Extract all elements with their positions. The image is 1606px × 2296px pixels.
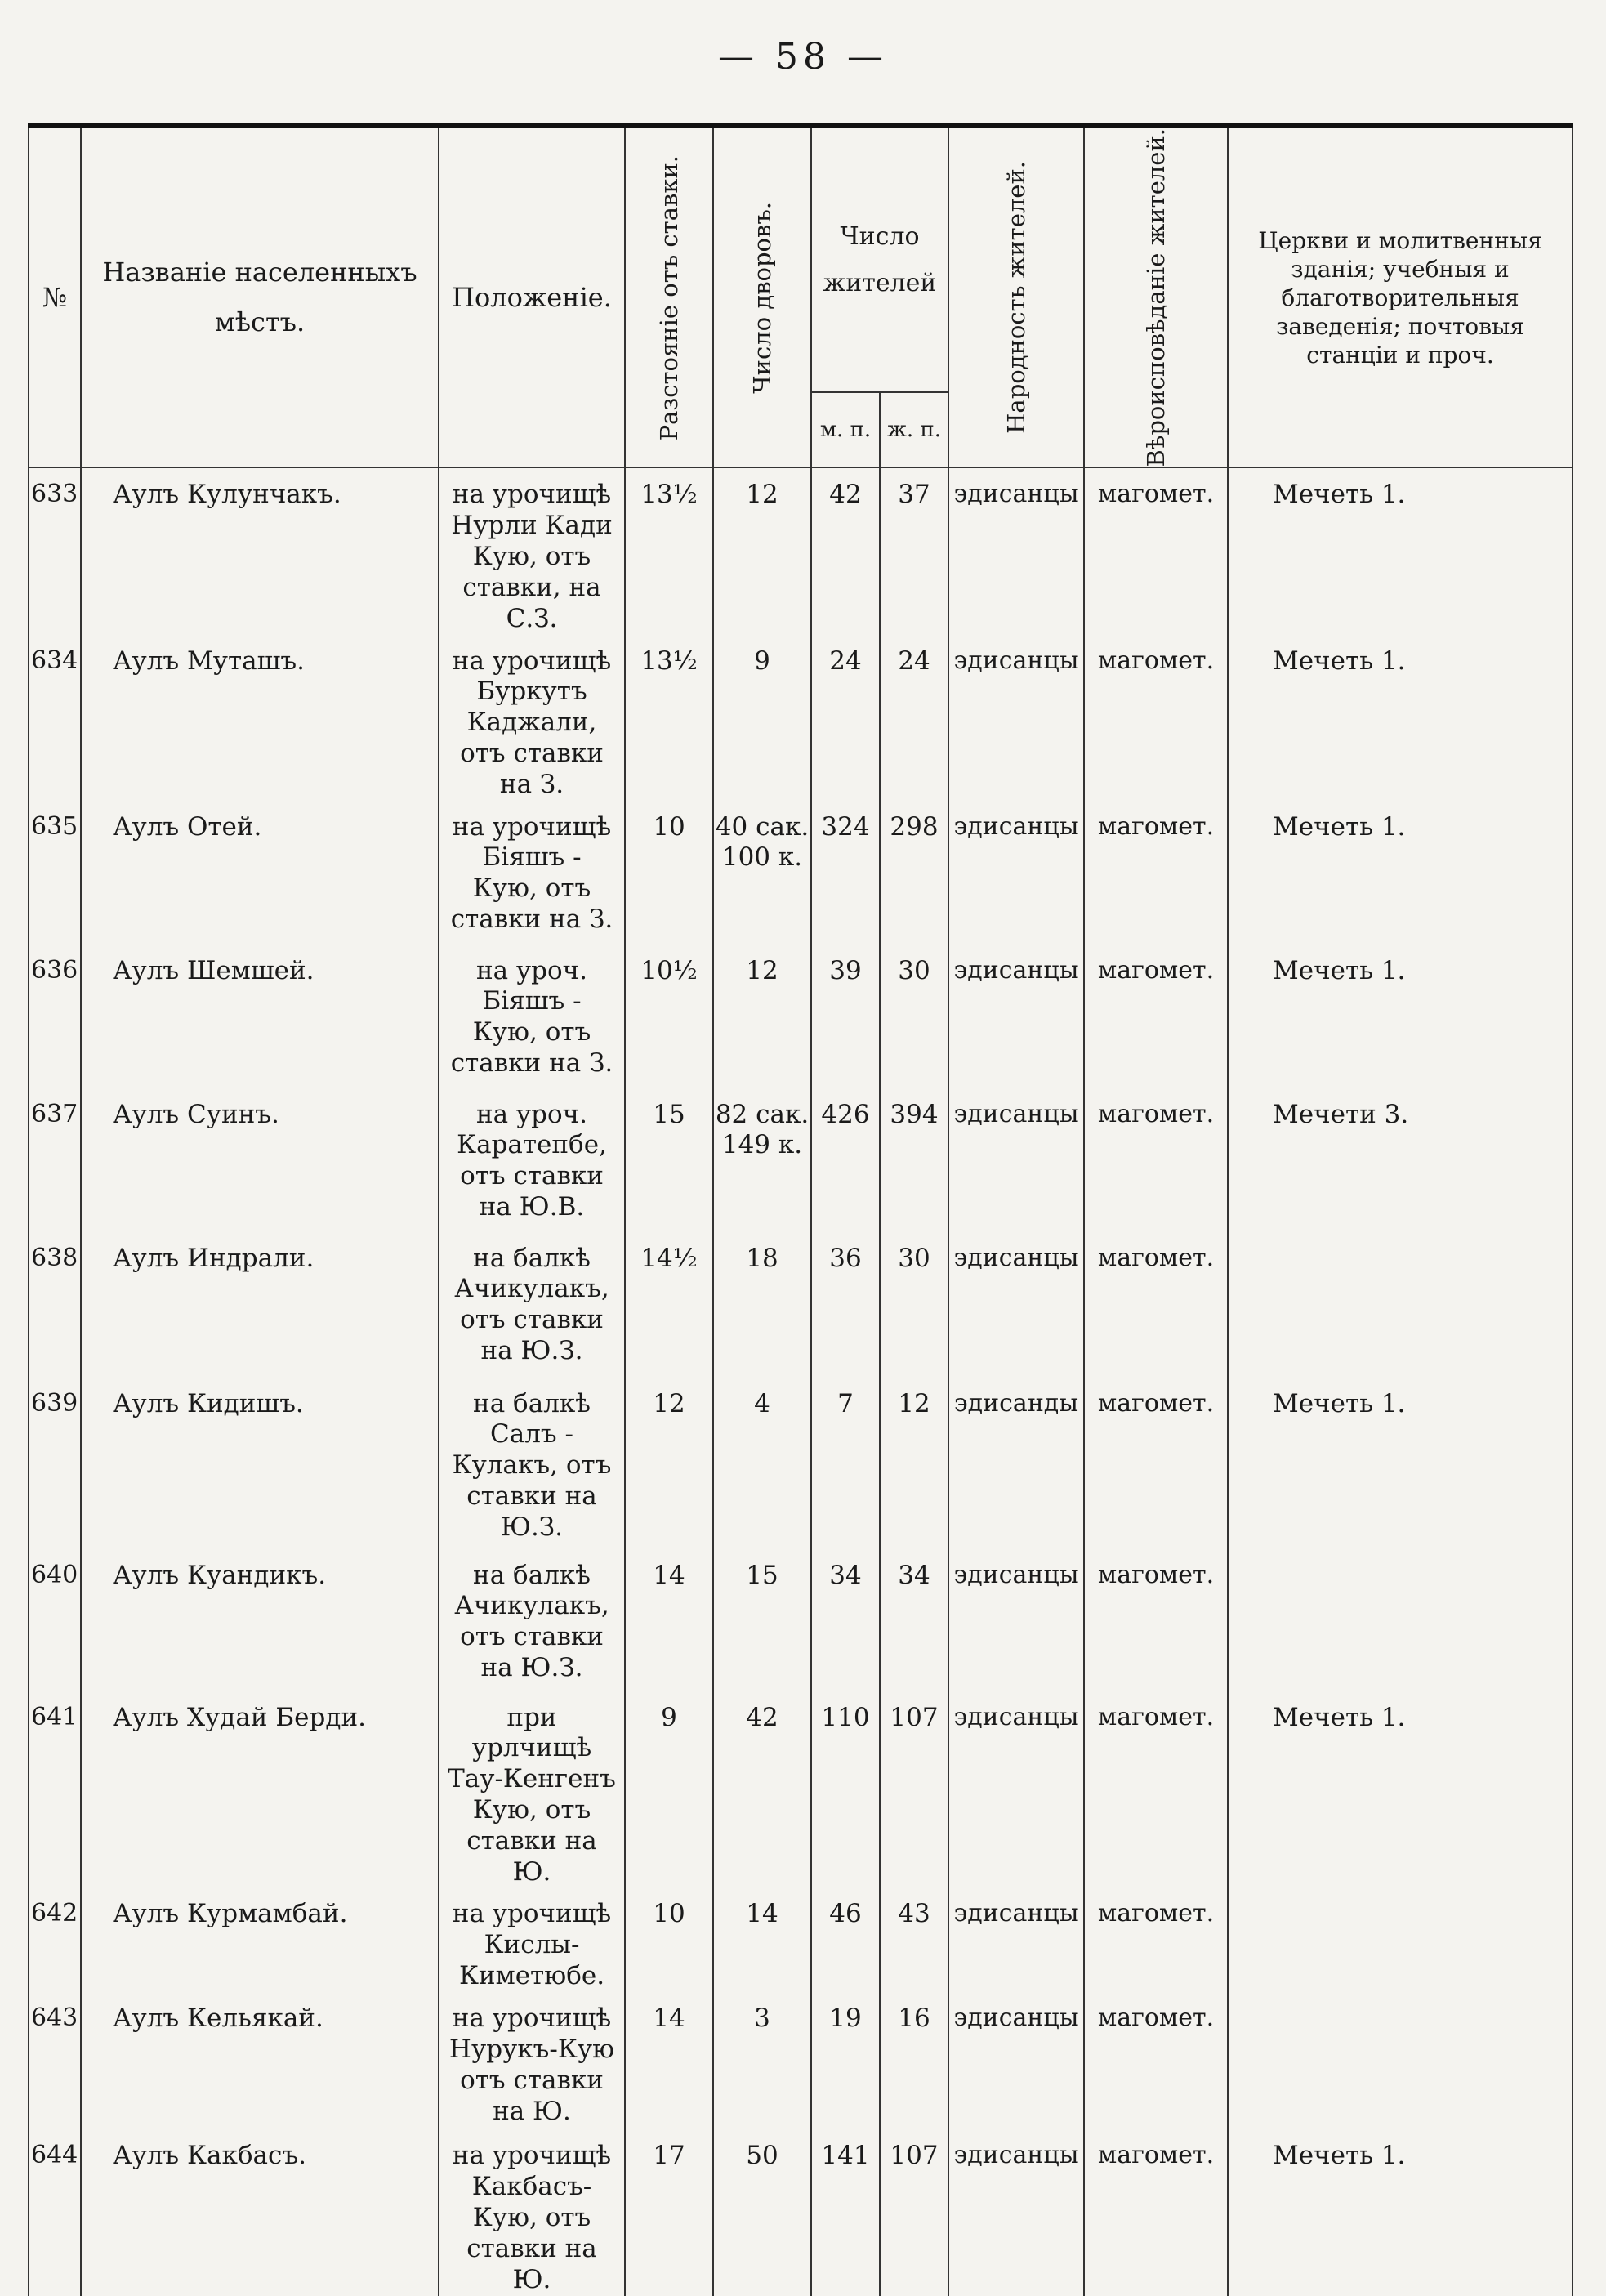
table-row xyxy=(29,2129,1573,2295)
header-distance: Разстояніе отъ ставки. xyxy=(654,154,683,440)
row-distance: 10½ xyxy=(625,945,713,1088)
row-male: 324 xyxy=(811,801,880,945)
row-churches: Мечеть 1. xyxy=(1228,2129,1573,2295)
row-female: 30 xyxy=(880,1232,948,1378)
row-nationality: эдисанцы xyxy=(948,1549,1084,1691)
table-row xyxy=(29,1088,1573,1232)
row-name: Аулъ Куандикъ. xyxy=(81,1549,439,1691)
row-male: 110 xyxy=(811,1691,880,1888)
row-nationality: эдисанцы xyxy=(948,635,1084,801)
row-number: 643 xyxy=(29,1992,81,2129)
row-female: 298 xyxy=(880,801,948,945)
row-number: 638 xyxy=(29,1232,81,1378)
row-name: Аулъ Суинъ. xyxy=(81,1088,439,1232)
row-nationality: эдисанцы xyxy=(948,1691,1084,1888)
row-female: 12 xyxy=(880,1378,948,1549)
row-position: на балкѣ Ачикулакъ, отъ ставки на Ю.З. xyxy=(439,1549,625,1691)
row-male: 141 xyxy=(811,2129,880,2295)
row-name: Аулъ Индрали. xyxy=(81,1232,439,1378)
row-nationality: эдисанцы xyxy=(948,1088,1084,1232)
header-households-cell xyxy=(713,126,811,468)
row-churches: Мечеть 1. xyxy=(1228,467,1573,634)
row-households: 82 сак. 149 к. xyxy=(713,1088,811,1232)
row-name: Аулъ Муташъ. xyxy=(81,635,439,801)
table-row xyxy=(29,1887,1573,1992)
row-position: на урочищѣ Нурукъ-Кую отъ ставки на Ю. xyxy=(439,1992,625,2129)
row-distance: 17 xyxy=(625,2129,713,2295)
header-religion-cell xyxy=(1084,126,1228,468)
row-religion: магомет. xyxy=(1084,2129,1228,2295)
header-number: № xyxy=(29,126,81,468)
row-name: Аулъ Шемшей. xyxy=(81,945,439,1088)
row-nationality: эдисанды xyxy=(948,1378,1084,1549)
row-female: 107 xyxy=(880,2129,948,2295)
table-row xyxy=(29,801,1573,945)
row-nationality: эдисанцы xyxy=(948,1887,1084,1992)
row-female: 107 xyxy=(880,1691,948,1888)
header-name: Названіе населенныхъ мѣстъ. xyxy=(81,126,439,468)
row-female: 43 xyxy=(880,1887,948,1992)
header-nationality: Народность жителей. xyxy=(1002,161,1030,435)
row-households: 12 xyxy=(713,945,811,1088)
row-households: 15 xyxy=(713,1549,811,1691)
row-female: 34 xyxy=(880,1549,948,1691)
settlements-table-wrapper xyxy=(28,123,1572,2294)
row-religion: магомет. xyxy=(1084,1887,1228,1992)
row-religion: магомет. xyxy=(1084,1088,1228,1232)
header-households: Число дворовъ. xyxy=(747,201,776,394)
row-churches xyxy=(1228,1887,1573,1992)
row-households: 50 xyxy=(713,2129,811,2295)
row-churches xyxy=(1228,1549,1573,1691)
header-position: Положеніе. xyxy=(439,126,625,468)
row-position: при урлчищѣ Тау-Кенгенъ Кую, отъ ставки на Ю. xyxy=(439,1691,625,1888)
row-churches: Мечеть 1. xyxy=(1228,945,1573,1088)
table-row xyxy=(29,1691,1573,1888)
row-distance: 14 xyxy=(625,1549,713,1691)
row-position: на балкѣ Ачикулакъ, отъ ставки на Ю.З. xyxy=(439,1232,625,1378)
table-row xyxy=(29,467,1573,634)
table-row xyxy=(29,1378,1573,1549)
row-number: 637 xyxy=(29,1088,81,1232)
row-male: 426 xyxy=(811,1088,880,1232)
row-number: 635 xyxy=(29,801,81,945)
row-distance: 15 xyxy=(625,1088,713,1232)
row-distance: 13½ xyxy=(625,467,713,634)
row-position: на урочищѣ Нурли Кади Кую, отъ ставки, на С.З. xyxy=(439,467,625,634)
row-churches: Мечеть 1. xyxy=(1228,1691,1573,1888)
row-nationality: эдисанцы xyxy=(948,1232,1084,1378)
row-distance: 13½ xyxy=(625,635,713,801)
row-distance: 14 xyxy=(625,1992,713,2129)
row-nationality: эдисанцы xyxy=(948,801,1084,945)
header-nationality-cell xyxy=(948,126,1084,468)
row-female: 37 xyxy=(880,467,948,634)
row-number: 634 xyxy=(29,635,81,801)
row-position: на уроч. Каратепбе, отъ ставки на Ю.В. xyxy=(439,1088,625,1232)
page-number: — 58 — xyxy=(718,36,888,78)
row-distance: 10 xyxy=(625,1887,713,1992)
row-number: 639 xyxy=(29,1378,81,1549)
row-female: 16 xyxy=(880,1992,948,2129)
table-row xyxy=(29,1232,1573,1378)
row-male: 36 xyxy=(811,1232,880,1378)
row-position: на уроч. Біяшъ - Кую, отъ ставки на З. xyxy=(439,945,625,1088)
row-households: 12 xyxy=(713,467,811,634)
row-religion: магомет. xyxy=(1084,635,1228,801)
row-nationality: эдисанцы xyxy=(948,945,1084,1088)
table-row xyxy=(29,1549,1573,1691)
row-number: 641 xyxy=(29,1691,81,1888)
row-male: 39 xyxy=(811,945,880,1088)
row-distance: 9 xyxy=(625,1691,713,1888)
row-churches xyxy=(1228,1992,1573,2129)
row-nationality: эдисанцы xyxy=(948,2129,1084,2295)
row-name: Аулъ Кулунчакъ. xyxy=(81,467,439,634)
row-households: 42 xyxy=(713,1691,811,1888)
row-distance: 12 xyxy=(625,1378,713,1549)
row-religion: магомет. xyxy=(1084,1691,1228,1888)
row-religion: магомет. xyxy=(1084,1378,1228,1549)
header-male: м. п. xyxy=(811,392,880,468)
settlements-table xyxy=(28,123,1573,2296)
row-position: на урочищѣ Какбасъ-Кую, отъ ставки на Ю. xyxy=(439,2129,625,2295)
row-distance: 10 xyxy=(625,801,713,945)
row-households: 9 xyxy=(713,635,811,801)
table-row xyxy=(29,945,1573,1088)
row-religion: магомет. xyxy=(1084,1992,1228,2129)
row-households: 40 сак. 100 к. xyxy=(713,801,811,945)
table-row xyxy=(29,635,1573,801)
row-female: 24 xyxy=(880,635,948,801)
row-nationality: эдисанцы xyxy=(948,467,1084,634)
row-religion: магомет. xyxy=(1084,1549,1228,1691)
row-households: 18 xyxy=(713,1232,811,1378)
row-number: 644 xyxy=(29,2129,81,2295)
row-churches: Мечеть 1. xyxy=(1228,1378,1573,1549)
row-name: Аулъ Курмамбай. xyxy=(81,1887,439,1992)
row-name: Аулъ Кидишъ. xyxy=(81,1378,439,1549)
row-churches: Мечеть 1. xyxy=(1228,635,1573,801)
row-households: 3 xyxy=(713,1992,811,2129)
header-churches: Церкви и молитвенныя зданія; учебныя и благотворительныя заведенія; почтовыя станціи и проч. xyxy=(1228,126,1573,468)
row-churches: Мечеть 1. xyxy=(1228,801,1573,945)
row-female: 30 xyxy=(880,945,948,1088)
row-number: 642 xyxy=(29,1887,81,1992)
row-households: 4 xyxy=(713,1378,811,1549)
row-position: на урочищѣ Буркутъ Каджали, отъ ставки на З. xyxy=(439,635,625,801)
header-distance-cell xyxy=(625,126,713,468)
row-number: 633 xyxy=(29,467,81,634)
row-religion: магомет. xyxy=(1084,945,1228,1088)
row-number: 636 xyxy=(29,945,81,1088)
row-name: Аулъ Кельякай. xyxy=(81,1992,439,2129)
row-male: 34 xyxy=(811,1549,880,1691)
table-row xyxy=(29,1992,1573,2129)
row-nationality: эдисанцы xyxy=(948,1992,1084,2129)
row-households: 14 xyxy=(713,1887,811,1992)
row-male: 42 xyxy=(811,467,880,634)
row-number: 640 xyxy=(29,1549,81,1691)
header-female: ж. п. xyxy=(880,392,948,468)
row-religion: магомет. xyxy=(1084,1232,1228,1378)
row-position: на урочищѣ Кислы-Киметюбе. xyxy=(439,1887,625,1992)
row-position: на урочищѣ Біяшъ - Кую, отъ ставки на З. xyxy=(439,801,625,945)
row-male: 7 xyxy=(811,1378,880,1549)
row-religion: магомет. xyxy=(1084,801,1228,945)
row-male: 19 xyxy=(811,1992,880,2129)
row-name: Аулъ Какбасъ. xyxy=(81,2129,439,2295)
row-position: на балкѣ Салъ - Кулакъ, отъ ставки на Ю.З. xyxy=(439,1378,625,1549)
row-male: 24 xyxy=(811,635,880,801)
row-male: 46 xyxy=(811,1887,880,1992)
header-religion: Вѣроисповѣданіе жителей. xyxy=(1141,128,1170,467)
row-name: Аулъ Худай Берди. xyxy=(81,1691,439,1888)
header-inhabitants: Число жителей xyxy=(811,126,948,392)
row-churches: Мечети 3. xyxy=(1228,1088,1573,1232)
row-churches xyxy=(1228,1232,1573,1378)
row-distance: 14½ xyxy=(625,1232,713,1378)
row-religion: магомет. xyxy=(1084,467,1228,634)
row-name: Аулъ Отей. xyxy=(81,801,439,945)
row-female: 394 xyxy=(880,1088,948,1232)
